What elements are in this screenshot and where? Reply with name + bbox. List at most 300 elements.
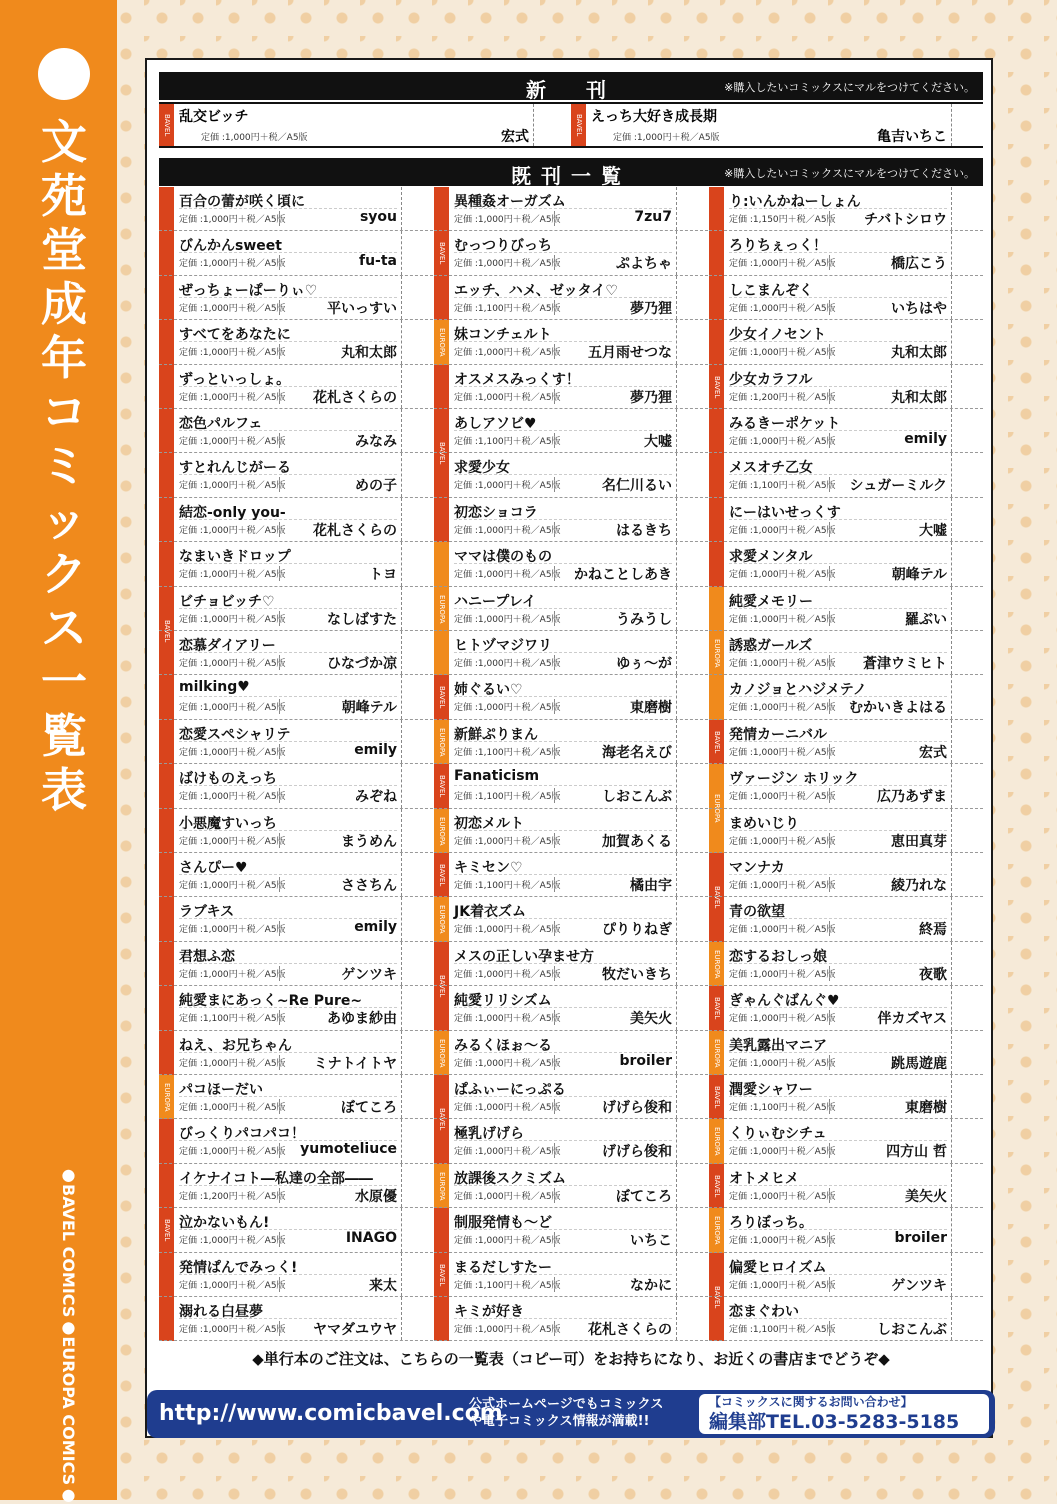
book-price: 定価 :1,000円＋税／A5版 xyxy=(179,747,286,758)
book-title: ろりちぇっく！ xyxy=(729,238,827,255)
book-title: 発情カーニバル xyxy=(729,726,827,743)
imprint-tag: BAVEL xyxy=(159,1119,174,1341)
imprint-tag: BAVEL xyxy=(709,720,724,764)
catalog-item[interactable] xyxy=(434,897,708,941)
check-box[interactable] xyxy=(951,1164,983,1207)
book-title: さんぴー♥ xyxy=(179,860,248,876)
book-price: 定価 :1,000円＋税／A5版 xyxy=(729,881,836,891)
check-box[interactable] xyxy=(401,942,433,985)
price-separator xyxy=(279,611,280,626)
book-title: JK着衣ズム xyxy=(454,904,527,921)
book-title: 純愛リリシズム xyxy=(454,993,552,1010)
imprint-tag: EUROPA xyxy=(434,320,449,364)
check-box[interactable] xyxy=(951,1031,983,1074)
check-box[interactable] xyxy=(401,809,433,852)
book-title: 妹コンチェルト xyxy=(454,327,552,344)
back-catalog-note: ※購入したいコミックスにマルをつけてください。 xyxy=(724,167,975,180)
book-author: あゆま紗由 xyxy=(327,1011,397,1028)
check-box[interactable] xyxy=(401,231,433,274)
price-separator xyxy=(829,566,830,581)
check-box[interactable] xyxy=(676,231,708,274)
book-title: 小悪魔すいっち xyxy=(179,815,277,832)
imprint-tag: BAVEL xyxy=(709,986,724,1030)
check-box[interactable] xyxy=(676,1208,708,1251)
check-box[interactable] xyxy=(951,365,983,408)
check-box[interactable] xyxy=(951,720,983,763)
book-title: 初恋ショコラ xyxy=(454,504,538,521)
check-box[interactable] xyxy=(676,453,708,496)
book-title: 初恋メルト xyxy=(454,815,524,832)
book-title: 百合の蕾が咲く頃に xyxy=(179,194,305,210)
check-box[interactable] xyxy=(401,1075,433,1118)
book-price: 定価 :1,000円＋税／A5版 xyxy=(729,1280,836,1291)
check-box[interactable] xyxy=(951,542,983,585)
catalog-item[interactable] xyxy=(709,187,983,231)
check-box[interactable] xyxy=(401,1031,433,1074)
catalog-item[interactable] xyxy=(434,1253,708,1297)
check-box[interactable] xyxy=(951,1297,983,1340)
catalog-item[interactable] xyxy=(709,1031,983,1075)
check-box[interactable] xyxy=(951,498,983,541)
catalog-item[interactable] xyxy=(159,409,433,453)
catalog-item[interactable] xyxy=(709,897,983,941)
book-title: まるだしすたー xyxy=(454,1259,552,1276)
check-box[interactable] xyxy=(676,1031,708,1074)
price-separator xyxy=(279,344,280,359)
catalog-item[interactable] xyxy=(709,675,983,719)
book-author: みぞね xyxy=(355,789,397,806)
book-title: 恋愛スペシャリテ xyxy=(179,726,291,743)
catalog-item[interactable] xyxy=(159,986,433,1030)
book-price: 定価 :1,100円＋税／A5版 xyxy=(454,792,561,803)
book-title: ハニープレイ xyxy=(454,593,537,610)
catalog-item[interactable] xyxy=(159,1031,433,1075)
price-separator xyxy=(279,1188,280,1203)
book-author: むかいきよはる xyxy=(849,700,947,717)
book-title: ろりぼっち。 xyxy=(729,1215,813,1232)
check-box[interactable] xyxy=(676,986,708,1029)
book-price: 定価 :1,000円＋税／A5版 xyxy=(729,969,836,980)
price-separator xyxy=(279,1321,280,1336)
check-box[interactable] xyxy=(676,587,708,630)
catalog-item[interactable] xyxy=(159,542,433,586)
catalog-item[interactable] xyxy=(709,320,983,364)
catalog-item[interactable] xyxy=(159,365,433,409)
book-price: 定価 :1,000円＋税／A5版 xyxy=(729,1058,836,1069)
catalog-item[interactable] xyxy=(159,942,433,986)
book-title: 少女イノセント xyxy=(729,327,827,344)
check-box[interactable] xyxy=(401,897,433,940)
check-box[interactable] xyxy=(401,276,433,319)
book-author: 夢乃狸 xyxy=(630,389,672,406)
book-price: 定価 :1,100円＋税／A5版 xyxy=(729,1325,836,1335)
catalog-item[interactable] xyxy=(709,853,983,897)
check-box[interactable] xyxy=(676,409,708,452)
catalog-item[interactable] xyxy=(159,1164,433,1208)
imprint-names: ●BAVEL COMICS●EUROPA COMICS● xyxy=(59,1165,78,1504)
catalog-item[interactable] xyxy=(434,187,708,231)
check-box[interactable] xyxy=(401,986,433,1029)
book-author: 夜歌 xyxy=(919,966,947,983)
book-author: 橘由宇 xyxy=(630,878,672,894)
check-box[interactable] xyxy=(401,1119,433,1162)
book-author: emily xyxy=(904,431,947,447)
check-box[interactable] xyxy=(951,587,983,630)
catalog-item[interactable] xyxy=(709,542,983,586)
catalog-item[interactable] xyxy=(434,453,708,497)
book-author: ゲンツキ xyxy=(891,1277,947,1294)
check-box[interactable] xyxy=(401,1208,433,1251)
book-price: 定価 :1,100円＋税／A5版 xyxy=(454,437,561,447)
catalog-item[interactable] xyxy=(434,542,708,586)
price-separator xyxy=(279,699,280,714)
catalog-item[interactable] xyxy=(434,1208,708,1252)
check-box[interactable] xyxy=(676,498,708,541)
catalog-item[interactable] xyxy=(159,675,433,719)
book-title: 純愛メモリー xyxy=(729,593,813,610)
book-price: 定価 :1,000円＋税／A5版 xyxy=(454,1014,561,1025)
book-author: 羅ぶい xyxy=(905,611,947,628)
catalog-item[interactable] xyxy=(159,764,433,808)
book-title: 少女カラフル xyxy=(729,371,813,388)
book-price: 定価 :1,000円＋税／A5版 xyxy=(454,348,561,359)
price-separator xyxy=(279,477,280,492)
catalog-item[interactable] xyxy=(709,1164,983,1208)
book-author: シュガーミルク xyxy=(849,478,947,495)
imprint-tag: EUROPA xyxy=(434,542,449,675)
price-separator xyxy=(279,788,280,803)
price-separator xyxy=(829,255,830,270)
book-title: ヒトヅマジワリ xyxy=(454,638,552,654)
catalog-item[interactable] xyxy=(159,276,433,320)
check-box[interactable] xyxy=(676,720,708,763)
book-author: 跳馬遊鹿 xyxy=(891,1055,947,1072)
catalog-item[interactable] xyxy=(159,453,433,497)
catalog-item[interactable] xyxy=(709,231,983,275)
catalog-item[interactable] xyxy=(159,720,433,764)
check-box[interactable] xyxy=(951,453,983,496)
catalog-item[interactable] xyxy=(434,942,708,986)
catalog-item[interactable] xyxy=(434,764,708,808)
catalog-item[interactable] xyxy=(709,498,983,542)
price-separator xyxy=(554,833,555,848)
book-title: 誘惑ガールズ xyxy=(729,638,813,654)
check-box[interactable] xyxy=(676,1119,708,1162)
check-box[interactable] xyxy=(676,764,708,807)
check-box[interactable] xyxy=(951,809,983,852)
check-box[interactable] xyxy=(951,631,983,674)
price-separator xyxy=(554,1277,555,1292)
check-box[interactable] xyxy=(951,764,983,807)
book-author: みなみ xyxy=(355,434,397,450)
check-box[interactable] xyxy=(951,897,983,940)
book-title: 求愛メンタル xyxy=(729,549,813,566)
catalog-item[interactable] xyxy=(709,276,983,320)
check-box[interactable] xyxy=(676,1297,708,1340)
book-author: 広乃あずま xyxy=(877,789,947,806)
imprint-tag: BAVEL xyxy=(434,675,449,719)
check-box[interactable] xyxy=(951,853,983,896)
check-box[interactable] xyxy=(951,231,983,274)
catalog-item[interactable] xyxy=(709,1208,983,1252)
check-box[interactable] xyxy=(676,276,708,319)
contact-box xyxy=(699,1394,989,1434)
check-box[interactable] xyxy=(676,1253,708,1296)
check-box[interactable] xyxy=(951,675,983,718)
catalog-item[interactable] xyxy=(709,1297,983,1341)
check-box[interactable] xyxy=(951,1253,983,1296)
check-box[interactable] xyxy=(676,853,708,896)
check-box[interactable] xyxy=(951,1208,983,1251)
catalog-item[interactable] xyxy=(709,365,983,409)
catalog-item[interactable] xyxy=(709,453,983,497)
catalog-item[interactable] xyxy=(434,1031,708,1075)
check-box[interactable] xyxy=(951,276,983,319)
check-box[interactable] xyxy=(401,187,433,230)
book-price: 定価 :1,000円＋税／A5版 xyxy=(454,925,561,936)
book-price: 定価 :1,000円＋税／A5版 xyxy=(454,659,561,669)
book-title: キミセン♡ xyxy=(454,860,523,876)
contact-label: 【コミックスに関するお問い合わせ】 xyxy=(709,1395,913,1409)
check-box[interactable] xyxy=(401,409,433,452)
book-title: しこまんぞく xyxy=(729,282,813,299)
catalog-item[interactable] xyxy=(709,1253,983,1297)
book-title: パコほーだい xyxy=(179,1082,263,1098)
homepage-note-line: や電子コミックス情報が満載!! xyxy=(469,1414,650,1429)
book-author: 7zu7 xyxy=(634,209,672,225)
imprint-tag: EUROPA xyxy=(434,1031,449,1075)
book-author: 美矢火 xyxy=(905,1188,947,1205)
catalog-item[interactable] xyxy=(159,1119,433,1163)
check-box[interactable] xyxy=(951,409,983,452)
catalog-item[interactable] xyxy=(434,1075,708,1119)
price-separator xyxy=(279,877,280,892)
check-box[interactable] xyxy=(401,542,433,585)
check-box[interactable] xyxy=(401,853,433,896)
title-char: ス xyxy=(41,601,87,655)
book-title: ずっといっしょ。 xyxy=(179,371,291,388)
catalog-item[interactable] xyxy=(709,1119,983,1163)
catalog-item[interactable] xyxy=(159,853,433,897)
website-link[interactable]: http://www.comicbavel.com xyxy=(159,1401,503,1426)
catalog-item[interactable] xyxy=(434,587,708,631)
catalog-item[interactable] xyxy=(159,1297,433,1341)
book-price: 定価 :1,100円＋税／A5版 xyxy=(454,303,561,314)
catalog-item[interactable] xyxy=(434,809,708,853)
imprint-tag: EUROPA xyxy=(709,1119,724,1163)
check-box[interactable] xyxy=(401,631,433,674)
catalog-item[interactable] xyxy=(159,631,433,675)
check-box[interactable] xyxy=(676,542,708,585)
book-title: 恋慕ダイアリー xyxy=(179,638,276,654)
catalog-item[interactable] xyxy=(159,809,433,853)
check-box[interactable] xyxy=(951,187,983,230)
book-author: うみうし xyxy=(616,611,672,628)
catalog-item[interactable] xyxy=(159,587,433,631)
book-author: 美矢火 xyxy=(630,1011,672,1028)
book-title: 泣かないもん! xyxy=(179,1215,270,1232)
book-price: 定価 :1,000円＋税／A5版 xyxy=(729,1014,836,1025)
book-author: ぼてころ xyxy=(616,1188,672,1205)
check-box[interactable] xyxy=(951,320,983,363)
catalog-item[interactable] xyxy=(159,187,433,231)
catalog-item[interactable] xyxy=(434,853,708,897)
check-box[interactable] xyxy=(951,104,983,146)
book-author: 丸和太郎 xyxy=(891,389,947,406)
catalog-item[interactable] xyxy=(434,365,708,409)
book-price: 定価 :1,000円＋税／A5版 xyxy=(454,1103,561,1113)
price-separator xyxy=(554,433,555,448)
book-price: 定価 :1,000円＋税／A5版 xyxy=(179,792,286,803)
book-author: ささちん xyxy=(341,878,397,894)
book-author: 橋広こう xyxy=(891,256,947,273)
book-title: あしアソビ♥ xyxy=(454,416,537,432)
book-price: 定価 :1,000円＋税／A5版 xyxy=(179,481,286,492)
book-title: 制服発情も～ど xyxy=(454,1215,552,1232)
imprint-tag: BAVEL xyxy=(709,853,724,942)
check-box[interactable] xyxy=(676,187,708,230)
check-box[interactable] xyxy=(401,720,433,763)
check-box[interactable] xyxy=(401,764,433,807)
book-title: びっくりパコパコ！ xyxy=(179,1126,305,1143)
catalog-item[interactable] xyxy=(434,276,708,320)
catalog-item[interactable] xyxy=(709,720,983,764)
catalog-item[interactable] xyxy=(434,498,708,542)
imprint-tag: BAVEL xyxy=(709,1075,724,1119)
catalog-item[interactable] xyxy=(159,1208,433,1252)
book-author: ミナトイトヤ xyxy=(313,1055,397,1072)
check-box[interactable] xyxy=(401,587,433,630)
book-price: 定価 :1,000円＋税／A5版 xyxy=(179,1147,286,1158)
catalog-item[interactable] xyxy=(709,942,983,986)
homepage-note-line: 公式ホームページでもコミックス xyxy=(469,1397,664,1412)
check-box[interactable] xyxy=(676,365,708,408)
check-box[interactable] xyxy=(676,675,708,718)
catalog-item[interactable] xyxy=(709,986,983,1030)
book-title: メスの正しい孕ませ方 xyxy=(454,948,594,965)
book-author: 東磨樹 xyxy=(905,1100,947,1116)
catalog-item[interactable] xyxy=(709,1075,983,1119)
imprint-tag: EUROPA xyxy=(709,764,724,853)
check-box[interactable] xyxy=(676,897,708,940)
catalog-item[interactable] xyxy=(434,409,708,453)
check-box[interactable] xyxy=(401,365,433,408)
book-title: milking♥ xyxy=(179,679,250,696)
catalog-item[interactable] xyxy=(159,231,433,275)
footer-bar xyxy=(147,1390,995,1438)
book-price: 定価 :1,000円＋税／A5版 xyxy=(729,1236,836,1247)
price-separator xyxy=(829,1321,830,1336)
book-author: かねことしあき xyxy=(574,567,672,584)
catalog-item[interactable] xyxy=(159,498,433,542)
book-title: り:いんかねーしょん xyxy=(729,194,861,210)
catalog-item[interactable] xyxy=(434,231,708,275)
price-separator xyxy=(829,788,830,803)
catalog-item[interactable] xyxy=(434,1164,708,1208)
check-box[interactable] xyxy=(401,675,433,718)
check-box[interactable] xyxy=(401,1164,433,1207)
price-separator xyxy=(279,300,280,315)
catalog-item[interactable] xyxy=(434,1297,708,1341)
price-separator xyxy=(279,522,280,537)
catalog-item[interactable] xyxy=(709,631,983,675)
imprint-tag: EUROPA xyxy=(434,1164,449,1208)
catalog-item[interactable] xyxy=(434,631,708,675)
catalog-item[interactable] xyxy=(434,720,708,764)
check-box[interactable] xyxy=(401,453,433,496)
check-box[interactable] xyxy=(676,809,708,852)
catalog-item[interactable] xyxy=(434,320,708,364)
check-box[interactable] xyxy=(951,986,983,1029)
check-box[interactable] xyxy=(401,1253,433,1296)
imprint-tag: BAVEL xyxy=(709,1253,724,1342)
book-author: 花札さくらの xyxy=(313,522,397,539)
book-price: 定価 :1,000円＋税／A5版 xyxy=(454,525,561,536)
new-release-item[interactable] xyxy=(148,104,565,146)
catalog-item[interactable] xyxy=(709,764,983,808)
check-box[interactable] xyxy=(951,1119,983,1162)
catalog-item[interactable] xyxy=(159,320,433,364)
new-release-item[interactable] xyxy=(560,104,983,146)
check-box[interactable] xyxy=(951,942,983,985)
book-price: 定価 :1,100円＋税／A5版 xyxy=(454,1280,561,1291)
price-separator xyxy=(829,344,830,359)
book-title: マンナカ xyxy=(729,860,785,876)
book-author: 海老名えび xyxy=(602,744,672,761)
imprint-tag: EUROPA xyxy=(709,1031,724,1075)
catalog-item[interactable] xyxy=(709,809,983,853)
book-title: 乱交ビッチ xyxy=(179,109,249,125)
price-separator xyxy=(279,433,280,448)
check-box[interactable] xyxy=(401,498,433,541)
book-price: 定価 :1,000円＋税／A5版 xyxy=(729,348,836,359)
price-separator xyxy=(554,477,555,492)
book-author: 宏式 xyxy=(501,129,529,145)
catalog-item[interactable] xyxy=(159,1253,433,1297)
book-author: ぴりりねぎ xyxy=(602,922,672,939)
check-box[interactable] xyxy=(676,942,708,985)
check-box[interactable] xyxy=(676,1075,708,1118)
check-box[interactable] xyxy=(676,1164,708,1207)
book-price: 定価 :1,000円＋税／A5版 xyxy=(454,481,561,492)
book-title: ぎゃんぐばんぐ♥ xyxy=(729,993,840,1010)
catalog-item[interactable] xyxy=(434,986,708,1030)
catalog-item[interactable] xyxy=(434,1119,708,1163)
price-separator xyxy=(279,211,280,226)
catalog-item[interactable] xyxy=(709,409,983,453)
check-box[interactable] xyxy=(676,631,708,674)
check-box[interactable] xyxy=(401,320,433,363)
book-price: 定価 :1,000円＋税／A5版 xyxy=(179,437,286,447)
check-box[interactable] xyxy=(401,1297,433,1340)
title-char: 堂 xyxy=(41,223,87,277)
book-price: 定価 :1,000円＋税／A5版 xyxy=(729,437,836,447)
title-char: コ xyxy=(41,385,87,439)
imprint-tag: EUROPA xyxy=(159,1075,174,1119)
check-box[interactable] xyxy=(676,320,708,363)
catalog-item[interactable] xyxy=(709,587,983,631)
catalog-item[interactable] xyxy=(159,1075,433,1119)
price-separator xyxy=(554,255,555,270)
price-separator xyxy=(554,921,555,936)
check-box[interactable] xyxy=(951,1075,983,1118)
order-sheet xyxy=(145,58,993,1438)
price-separator xyxy=(554,699,555,714)
catalog-item[interactable] xyxy=(434,675,708,719)
book-price: 定価 :1,000円＋税／A5版 xyxy=(179,969,286,980)
catalog-item[interactable] xyxy=(159,897,433,941)
new-releases-note: ※購入したいコミックスにマルをつけてください。 xyxy=(724,81,975,94)
